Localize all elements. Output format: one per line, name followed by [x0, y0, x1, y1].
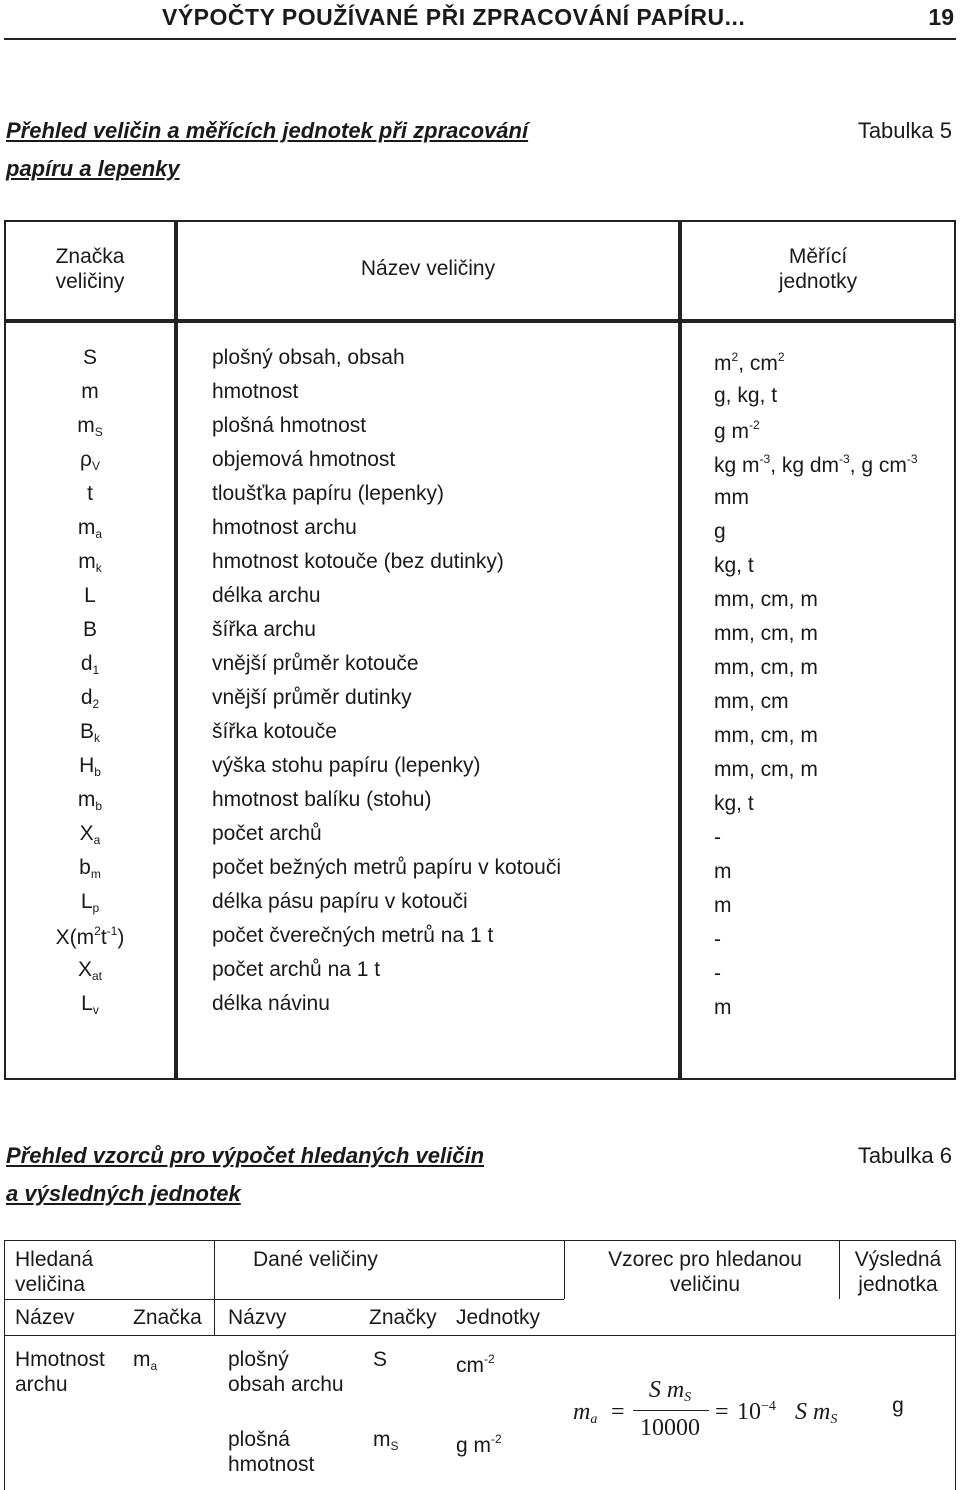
formula-num: S m — [648, 1377, 685, 1403]
t6-sub-units: Jednotky — [456, 1306, 541, 1329]
table-row — [6, 550, 954, 584]
t6-vline — [564, 1241, 565, 1299]
row-name: šířka archu — [212, 618, 316, 641]
t6-row-unit-1 — [456, 1347, 495, 1378]
table-5 — [4, 220, 956, 1080]
header-line: Značka — [55, 245, 125, 268]
section1-title-line2: papíru a lepenky — [6, 156, 180, 181]
row-symbol: $L_p$ — [80, 890, 100, 915]
row-units: m — [714, 860, 732, 883]
section1-title-line1: Přehled veličin a měřících jednotek při zpracování — [6, 118, 529, 143]
symbol: m — [373, 1428, 391, 1451]
t6-row-unit-2 — [456, 1427, 502, 1458]
formula-coef-value: 10 — [737, 1399, 761, 1425]
t6-row-symbol — [133, 1347, 157, 1379]
row-symbol: $m_S$ — [77, 414, 103, 439]
row-units: mm — [714, 486, 749, 509]
t6-hline — [5, 1299, 564, 1300]
formula-rhs — [795, 1399, 837, 1428]
row-name: počet archů na 1 t — [212, 958, 381, 981]
t6-sub-names: Názvy — [228, 1306, 287, 1329]
text-line: archu — [15, 1373, 68, 1396]
row-symbol: $H_b$ — [79, 754, 101, 779]
row-symbol: $m_k$ — [78, 550, 102, 575]
row-units: g $m^{-2}$ — [714, 418, 760, 443]
row-symbol: S — [82, 346, 97, 369]
t6-row-result-unit: g — [892, 1394, 904, 1417]
t6-vline — [214, 1241, 215, 1335]
row-units: - — [714, 962, 721, 985]
header-line: Vzorec pro hledanou — [608, 1248, 802, 1271]
row-name: vnější průměr dutinky — [212, 686, 412, 709]
row-symbol: $B_k$ — [79, 720, 100, 745]
table5-header-symbol — [6, 244, 174, 294]
header-line: veličina — [15, 1273, 86, 1296]
table-row — [6, 448, 954, 482]
row-symbol: $m_b$ — [77, 788, 103, 813]
t6-row-given-name-1 — [228, 1347, 344, 1397]
row-symbol: L — [84, 584, 96, 607]
table-6 — [4, 1240, 956, 1490]
symbol-sub: S — [390, 1439, 399, 1453]
t6-header-result-unit — [841, 1247, 955, 1297]
row-name: hmotnost kotouče (bez dutinky) — [212, 550, 504, 573]
formula-sheet-mass — [569, 1377, 849, 1447]
formula-equals-2: = — [715, 1399, 729, 1425]
table-row — [6, 856, 954, 890]
header-line: veličinu — [669, 1273, 741, 1296]
row-symbol: m — [81, 380, 99, 403]
table-row — [6, 788, 954, 822]
t6-hline — [5, 1335, 955, 1336]
table-row — [6, 346, 954, 380]
row-name: délka návinu — [212, 992, 330, 1015]
row-units: mm, cm, m — [714, 656, 818, 679]
row-name: počet čverečných metrů na 1 t — [212, 924, 494, 947]
row-units: g — [714, 520, 726, 543]
row-name: délka pásu papíru v kotouči — [212, 890, 468, 913]
table5-header-rule — [6, 319, 954, 323]
row-symbol: $\rho_V$ — [80, 448, 100, 473]
row-symbol: $b_m$ — [79, 856, 101, 881]
header-line: jednotky — [778, 270, 858, 293]
row-name: plošná hmotnost — [212, 414, 367, 437]
row-units: kg, t — [714, 554, 754, 577]
t6-header-given: Dané veličiny — [253, 1248, 378, 1271]
table-row — [6, 584, 954, 618]
header-line: jednotka — [858, 1273, 938, 1296]
row-name: hmotnost balíku (stohu) — [212, 788, 432, 811]
table-row — [6, 958, 954, 992]
row-symbol: $X(m^2t^{-1})$ — [55, 924, 125, 949]
formula-coef — [737, 1399, 776, 1426]
row-symbol: B — [82, 618, 97, 641]
t6-row-given-name-2 — [228, 1427, 314, 1477]
row-units: kg, t — [714, 792, 754, 815]
t6-header-formula — [575, 1247, 835, 1297]
row-name: počet bežných metrů papíru v kotouči — [212, 856, 562, 879]
table-row — [6, 652, 954, 686]
row-name: výška stohu papíru (lepenky) — [212, 754, 481, 777]
row-symbol: $d_1$ — [80, 652, 100, 677]
unit: cm — [456, 1354, 484, 1377]
row-units: - — [714, 826, 721, 849]
section1-table-label: Tabulka 5 — [857, 118, 952, 143]
table-row — [6, 618, 954, 652]
row-units: kg $m^{-3}$, kg $dm^{-3}$, g $cm^{-3}$ — [714, 452, 918, 477]
page-number: 19 — [928, 4, 954, 30]
table-row — [6, 924, 954, 958]
formula-equals-1: = — [611, 1399, 625, 1425]
row-name: délka archu — [212, 584, 321, 607]
table-row — [6, 380, 954, 414]
table-row — [6, 890, 954, 924]
row-units: - — [714, 928, 721, 951]
header-line: Hledaná — [15, 1248, 94, 1271]
row-units: m — [714, 894, 732, 917]
header-line: Měřící — [788, 245, 848, 268]
row-symbol: $d_2$ — [80, 686, 100, 711]
row-symbol: $X_{at}$ — [77, 958, 103, 983]
formula-symbol: m — [573, 1399, 591, 1425]
text-line: obsah archu — [228, 1373, 344, 1396]
row-name: hmotnost — [212, 380, 299, 403]
row-units: mm, cm, m — [714, 724, 818, 747]
row-name: plošný obsah, obsah — [212, 346, 405, 369]
unit-sup: -2 — [491, 1432, 502, 1446]
formula-denominator: 10000 — [640, 1415, 700, 1441]
running-title: VÝPOČTY POUŽÍVANÉ PŘI ZPRACOVÁNÍ PAPÍRU... — [162, 4, 746, 30]
formula-lhs — [573, 1399, 597, 1428]
t6-row-given-symbol-1: S — [373, 1348, 388, 1371]
row-units: mm, cm — [714, 690, 789, 713]
table-row — [6, 686, 954, 720]
row-symbol: $X_a$ — [79, 822, 101, 847]
t6-row-name — [15, 1347, 105, 1397]
row-name: vnější průměr kotouče — [212, 652, 419, 675]
table-row — [6, 482, 954, 516]
row-units: mm, cm, m — [714, 588, 818, 611]
text-line: plošná — [228, 1428, 290, 1451]
row-symbol: $m_a$ — [77, 516, 103, 541]
row-units: g, kg, t — [714, 384, 778, 407]
symbol-sub: a — [150, 1359, 158, 1373]
table5-header-units — [682, 244, 954, 294]
t6-sub-symbols: Značky — [369, 1306, 437, 1329]
row-units: mm, cm, m — [714, 758, 818, 781]
table-row — [6, 720, 954, 754]
table-row — [6, 516, 954, 550]
fraction-bar — [633, 1410, 709, 1411]
t6-sub-name: Název — [15, 1306, 75, 1329]
row-symbol: t — [87, 482, 93, 505]
text-line: plošný — [228, 1348, 289, 1371]
symbol: m — [133, 1348, 151, 1371]
formula-sub: S — [684, 1390, 692, 1405]
row-units: m — [714, 996, 732, 1019]
table-row — [6, 822, 954, 856]
row-symbol: $L_v$ — [81, 992, 99, 1017]
section2-table-label: Tabulka 6 — [857, 1143, 952, 1168]
page-header — [0, 0, 960, 40]
table-row — [6, 992, 954, 1026]
table-row — [6, 754, 954, 788]
row-name: hmotnost archu — [212, 516, 357, 539]
unit: g m — [456, 1434, 492, 1457]
t6-header-sought — [15, 1247, 93, 1297]
t6-vline — [839, 1241, 840, 1299]
text-line: hmotnost — [228, 1453, 315, 1476]
unit-sup: -2 — [484, 1352, 495, 1366]
header-rule — [4, 38, 956, 40]
formula-exp: −4 — [761, 1399, 776, 1414]
formula-numerator — [635, 1377, 705, 1406]
header-line: veličiny — [55, 270, 125, 293]
formula-sub: a — [590, 1412, 598, 1427]
text-line: Hmotnost — [15, 1348, 105, 1371]
row-units: mm, cm, m — [714, 622, 818, 645]
formula-sub: S — [830, 1412, 838, 1427]
t6-sub-symbol: Značka — [133, 1306, 202, 1329]
formula-rhs-value: S m — [795, 1399, 831, 1425]
row-name: šířka kotouče — [212, 720, 337, 743]
section2-title-line1: Přehled vzorců pro výpočet hledaných veličin — [6, 1143, 485, 1168]
row-name: objemová hmotnost — [212, 448, 396, 471]
t6-row-given-symbol-2 — [373, 1427, 399, 1459]
section2-title-line2: a výsledných jednotek — [6, 1181, 241, 1206]
header-line: Výsledná — [854, 1248, 942, 1271]
row-units: $m^2$, $cm^2$ — [714, 350, 785, 375]
row-name: počet archů — [212, 822, 322, 845]
table5-header-name: Název veličiny — [360, 257, 496, 280]
table-row — [6, 414, 954, 448]
row-name: tloušťka papíru (lepenky) — [212, 482, 444, 505]
